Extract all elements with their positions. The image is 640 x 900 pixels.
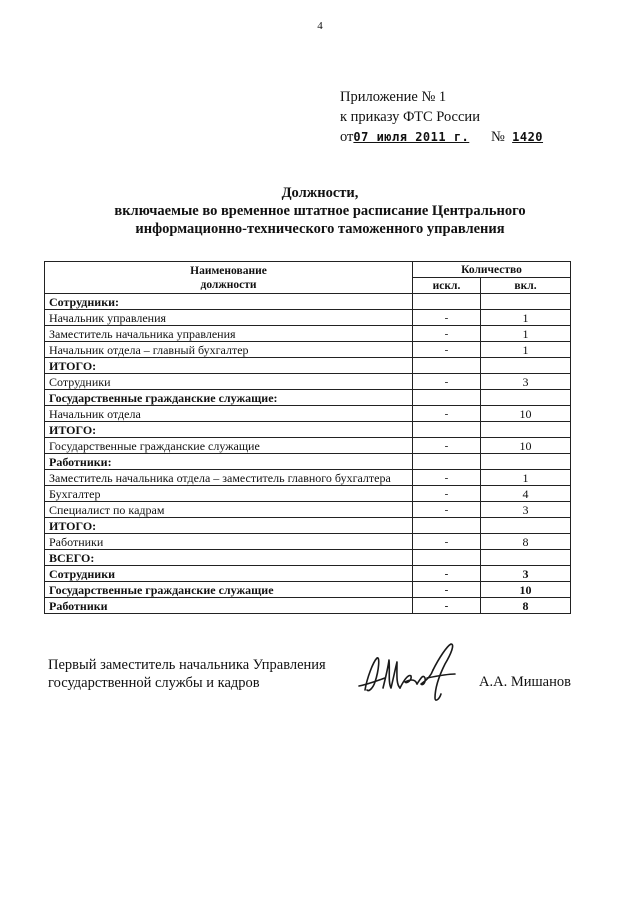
included-count (481, 390, 571, 406)
excluded-count (413, 454, 481, 470)
table-row (45, 486, 571, 502)
header-included: вкл. (481, 278, 571, 294)
signatory-title-line-2: государственной службы и кадров (48, 675, 260, 691)
signatory-title (48, 656, 326, 692)
included-count (481, 358, 571, 374)
table-row (45, 518, 571, 534)
table-row (45, 438, 571, 454)
staff-table (44, 261, 571, 614)
excluded-count: - (413, 438, 481, 454)
excluded-count: - (413, 406, 481, 422)
header-excluded: искл. (413, 278, 481, 294)
table-row (45, 534, 571, 550)
document-subtitle-line-2: информационно-технического таможенного управления (135, 221, 505, 237)
signatory-title-line-1: Первый заместитель начальника Управления (48, 657, 326, 673)
table-row (45, 342, 571, 358)
included-count: 10 (481, 406, 571, 422)
table-row (45, 422, 571, 438)
table-row (45, 406, 571, 422)
included-count: 3 (481, 374, 571, 390)
excluded-count: - (413, 326, 481, 342)
excluded-count: - (413, 310, 481, 326)
position-name: Работники: (45, 454, 413, 470)
position-name: Начальник управления (45, 310, 413, 326)
position-name: Сотрудники (45, 566, 413, 582)
position-name: Сотрудники: (45, 294, 413, 310)
included-count (481, 294, 571, 310)
header-quantity: Количество (413, 262, 571, 278)
table-row (45, 390, 571, 406)
position-name: Бухгалтер (45, 486, 413, 502)
number-prefix: № (491, 129, 505, 145)
table-body (45, 294, 571, 614)
included-count: 1 (481, 310, 571, 326)
excluded-count (413, 390, 481, 406)
table-row (45, 470, 571, 486)
position-name: Заместитель начальника отдела – заместитель главного бухгалтера (45, 470, 413, 486)
table-row (45, 358, 571, 374)
position-name: Сотрудники (45, 374, 413, 390)
date-prefix: от (340, 129, 354, 145)
included-count: 8 (481, 534, 571, 550)
table-row (45, 374, 571, 390)
table-row (45, 326, 571, 342)
table-row (45, 454, 571, 470)
included-count (481, 550, 571, 566)
excluded-count: - (413, 374, 481, 390)
header-position-name: Наименование должности (45, 262, 413, 294)
table-row (45, 550, 571, 566)
included-count: 3 (481, 502, 571, 518)
table-row (45, 598, 571, 614)
excluded-count: - (413, 534, 481, 550)
position-name: Государственные гражданские служащие (45, 438, 413, 454)
position-name: ВСЕГО: (45, 550, 413, 566)
table-row (45, 294, 571, 310)
document-title: Должности, (281, 185, 359, 201)
excluded-count (413, 358, 481, 374)
excluded-count: - (413, 566, 481, 582)
included-count (481, 454, 571, 470)
included-count: 1 (481, 470, 571, 486)
included-count: 3 (481, 566, 571, 582)
included-count (481, 518, 571, 534)
handwritten-signature (355, 640, 470, 705)
order-date: 07 июля 2011 г. (353, 130, 470, 144)
position-name: Государственные гражданские служащие (45, 582, 413, 598)
position-name: Работники (45, 534, 413, 550)
position-name: ИТОГО: (45, 518, 413, 534)
included-count: 4 (481, 486, 571, 502)
table-row (45, 310, 571, 326)
included-count: 8 (481, 598, 571, 614)
page-number: 4 (317, 20, 323, 32)
included-count: 1 (481, 342, 571, 358)
position-name: ИТОГО: (45, 358, 413, 374)
position-name: Заместитель начальника управления (45, 326, 413, 342)
excluded-count: - (413, 582, 481, 598)
signatory-name: А.А. Мишанов (479, 674, 571, 690)
position-name: Государственные гражданские служащие: (45, 390, 413, 406)
position-name: Работники (45, 598, 413, 614)
document-subtitle-line-1: включаемые во временное штатное расписание Центрального (114, 203, 526, 219)
order-number: 1420 (512, 130, 544, 144)
appendix-date-line (340, 128, 543, 146)
included-count (481, 422, 571, 438)
appendix-title: Приложение № 1 (340, 89, 447, 105)
excluded-count (413, 294, 481, 310)
excluded-count: - (413, 502, 481, 518)
excluded-count (413, 550, 481, 566)
table-row (45, 502, 571, 518)
excluded-count: - (413, 598, 481, 614)
position-name: Начальник отдела – главный бухгалтер (45, 342, 413, 358)
excluded-count: - (413, 342, 481, 358)
included-count: 10 (481, 438, 571, 454)
position-name: ИТОГО: (45, 422, 413, 438)
position-name: Специалист по кадрам (45, 502, 413, 518)
excluded-count: - (413, 486, 481, 502)
included-count: 1 (481, 326, 571, 342)
excluded-count: - (413, 470, 481, 486)
excluded-count (413, 518, 481, 534)
position-name: Начальник отдела (45, 406, 413, 422)
appendix-order: к приказу ФТС России (340, 109, 480, 125)
table-row (45, 566, 571, 582)
included-count: 10 (481, 582, 571, 598)
table-row (45, 582, 571, 598)
excluded-count (413, 422, 481, 438)
